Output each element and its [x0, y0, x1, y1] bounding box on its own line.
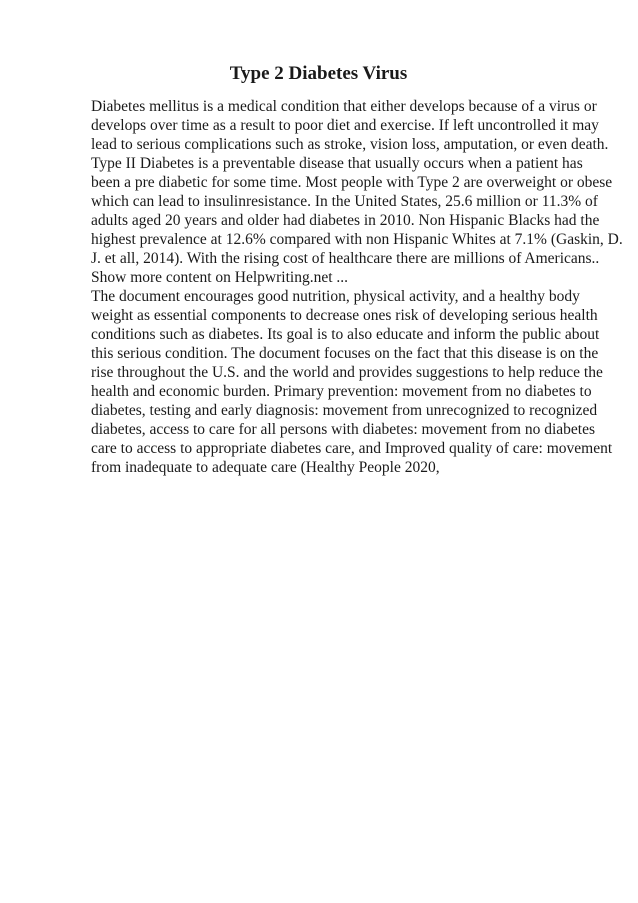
body-line: J. et all, 2014). With the rising cost of healthcare there are millions of Americans.. [91, 250, 600, 267]
body-line: adults aged 20 years and older had diabetes in 2010. Non Hispanic Blacks had the [91, 212, 600, 229]
body-line: The document encourages good nutrition, physical activity, and a healthy body [91, 288, 580, 305]
body-line: diabetes, testing and early diagnosis: movement from unrecognized to recognized [91, 402, 598, 419]
body-line: Diabetes mellitus is a medical condition that either develops because of a virus or [91, 98, 597, 115]
body-line: rise throughout the U.S. and the world and provides suggestions to help reduce the [91, 364, 603, 381]
body-line: develops over time as a result to poor diet and exercise. If left uncontrolled it may [91, 117, 599, 134]
body-line: conditions such as diabetes. Its goal is to also educate and inform the public about [91, 326, 600, 343]
document-title: Type 2 Diabetes Virus [229, 63, 408, 84]
body-line: weight as essential components to decrease ones risk of developing serious health [91, 307, 598, 324]
body-line: health and economic burden. Primary prevention: movement from no diabetes to [91, 383, 592, 400]
body-line: this serious condition. The document focuses on the fact that this disease is on the [91, 345, 599, 362]
body-line: from inadequate to adequate care (Healthy People 2020, [91, 459, 440, 476]
body-line: diabetes, access to care for all persons with diabetes: movement from no diabetes [91, 421, 596, 438]
body-line: Type II Diabetes is a preventable disease that usually occurs when a patient has [91, 155, 583, 172]
show-more-line: Show more content on Helpwriting.net ... [91, 269, 348, 286]
document-body [91, 97, 623, 477]
body-line: lead to serious complications such as stroke, vision loss, amputation, or even death. [91, 136, 609, 153]
body-line: care to access to appropriate diabetes care, and Improved quality of care: movement [91, 440, 613, 457]
body-line: which can lead to insulinresistance. In the United States, 25.6 million or 11.3% of [91, 193, 598, 210]
body-line: highest prevalence at 12.6% compared with non Hispanic Whites at 7.1% (Gaskin, D. [91, 231, 623, 248]
body-line: been a pre diabetic for some time. Most people with Type 2 are overweight or obese [91, 174, 613, 191]
